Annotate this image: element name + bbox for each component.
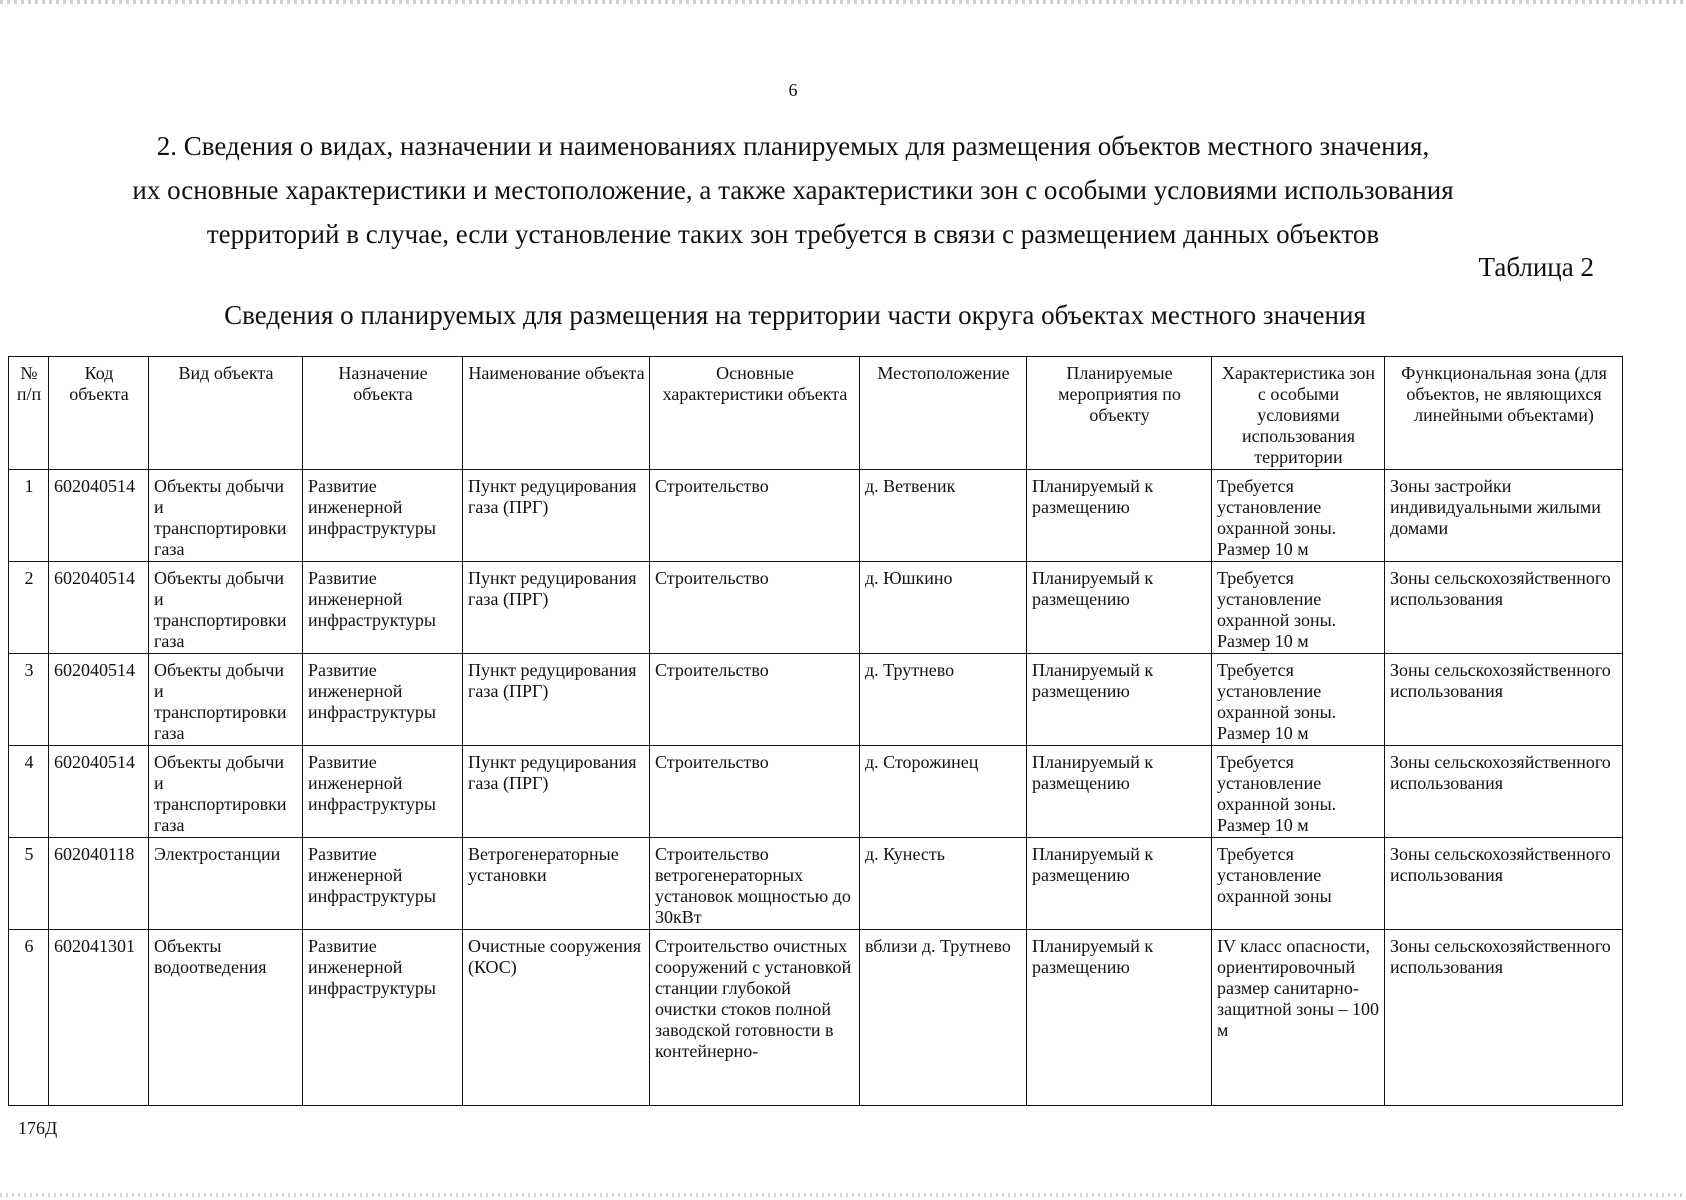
cell-measures: Планируемый к размещению: [1027, 562, 1212, 654]
header-cell-purpose: Назначение объекта: [303, 357, 463, 470]
table-row: [9, 470, 1623, 562]
cell-type: Объекты добычи и транспортировки газа: [149, 562, 303, 654]
cell-characteristics: Строительство очистных сооружений с установкой станции глубокой очистки стоков полной заводской готовности в контейнерно-: [650, 930, 860, 1106]
header-cell-number: № п/п: [9, 357, 49, 470]
cell-name: Пункт редуцирования газа (ПРГ): [463, 746, 650, 838]
cell-purpose: Развитие инженерной инфраструктуры: [303, 746, 463, 838]
cell-functional-zone: Зоны сельскохозяйственного использования: [1385, 838, 1623, 930]
cell-location: д. Юшкино: [860, 562, 1027, 654]
footer-code: 176Д: [18, 1118, 58, 1138]
header-cell-measures: Планируемые мероприятия по объекту: [1027, 357, 1212, 470]
table-header-row: [9, 357, 1623, 470]
cell-functional-zone: Зоны сельскохозяйственного использования: [1385, 930, 1623, 1106]
cell-special-zones: Требуется установление охранной зоны. Размер 10 м: [1212, 562, 1385, 654]
cell-measures: Планируемый к размещению: [1027, 470, 1212, 562]
table-title: Сведения о планируемых для размещения на территории части округа объектах местного значения: [224, 300, 1366, 330]
cell-number: 6: [9, 930, 49, 1106]
header-cell-code: Код объекта: [49, 357, 149, 470]
cell-name: Очистные сооружения (КОС): [463, 930, 650, 1106]
cell-measures: Планируемый к размещению: [1027, 654, 1212, 746]
table-row: [9, 654, 1623, 746]
cell-name: Ветрогенераторные установки: [463, 838, 650, 930]
cell-code: 602040514: [49, 654, 149, 746]
scan-edge-bottom: [0, 1193, 1686, 1197]
cell-functional-zone: Зоны сельскохозяйственного использования: [1385, 746, 1623, 838]
cell-type: Объекты добычи и транспортировки газа: [149, 746, 303, 838]
cell-code: 602040514: [49, 746, 149, 838]
cell-characteristics: Строительство: [650, 654, 860, 746]
header-cell-name: Наименование объекта: [463, 357, 650, 470]
cell-number: 3: [9, 654, 49, 746]
cell-code: 602040514: [49, 470, 149, 562]
cell-number: 2: [9, 562, 49, 654]
cell-purpose: Развитие инженерной инфраструктуры: [303, 654, 463, 746]
section-heading: [20, 124, 1566, 256]
cell-measures: Планируемый к размещению: [1027, 838, 1212, 930]
cell-location: д. Ветвеник: [860, 470, 1027, 562]
table-row: [9, 746, 1623, 838]
section-heading-line: их основные характеристики и местоположение, а также характеристики зон с особыми условиями использования: [132, 175, 1454, 205]
cell-location: вблизи д. Трутнево: [860, 930, 1027, 1106]
cell-number: 4: [9, 746, 49, 838]
cell-name: Пункт редуцирования газа (ПРГ): [463, 562, 650, 654]
table-row: [9, 930, 1623, 1106]
page-number: 6: [788, 80, 798, 100]
cell-code: 602040514: [49, 562, 149, 654]
cell-characteristics: Строительство: [650, 746, 860, 838]
cell-special-zones: Требуется установление охранной зоны. Размер 10 м: [1212, 746, 1385, 838]
cell-number: 5: [9, 838, 49, 930]
header-cell-type: Вид объекта: [149, 357, 303, 470]
header-cell-location: Местоположение: [860, 357, 1027, 470]
cell-location: д. Кунесть: [860, 838, 1027, 930]
cell-special-zones: Требуется установление охранной зоны: [1212, 838, 1385, 930]
cell-measures: Планируемый к размещению: [1027, 746, 1212, 838]
cell-number: 1: [9, 470, 49, 562]
cell-special-zones: Требуется установление охранной зоны. Размер 10 м: [1212, 654, 1385, 746]
cell-special-zones: Требуется установление охранной зоны. Размер 10 м: [1212, 470, 1385, 562]
cell-name: Пункт редуцирования газа (ПРГ): [463, 470, 650, 562]
section-heading-line: 2. Сведения о видах, назначении и наименованиях планируемых для размещения объектов местного значения,: [156, 131, 1430, 161]
table-row: [9, 562, 1623, 654]
cell-type: Электростанции: [149, 838, 303, 930]
section-heading-line: территорий в случае, если установление таких зон требуется в связи с размещением данных объектов: [206, 219, 1380, 249]
cell-purpose: Развитие инженерной инфраструктуры: [303, 562, 463, 654]
cell-characteristics: Строительство ветрогенераторных установок мощностью до 30кВт: [650, 838, 860, 930]
cell-functional-zone: Зоны сельскохозяйственного использования: [1385, 654, 1623, 746]
cell-type: Объекты добычи и транспортировки газа: [149, 654, 303, 746]
scan-edge-top: [0, 0, 1686, 4]
cell-purpose: Развитие инженерной инфраструктуры: [303, 930, 463, 1106]
cell-name: Пункт редуцирования газа (ПРГ): [463, 654, 650, 746]
cell-location: д. Трутнево: [860, 654, 1027, 746]
cell-location: д. Сторожинец: [860, 746, 1027, 838]
header-cell-special-zones: Характеристика зон с особыми условиями использования территории: [1212, 357, 1385, 470]
cell-code: 602040118: [49, 838, 149, 930]
cell-type: Объекты водоотведения: [149, 930, 303, 1106]
table-row: [9, 838, 1623, 930]
cell-characteristics: Строительство: [650, 470, 860, 562]
cell-purpose: Развитие инженерной инфраструктуры: [303, 470, 463, 562]
table-label: Таблица 2: [1478, 252, 1594, 282]
cell-type: Объекты добычи и транспортировки газа: [149, 470, 303, 562]
cell-functional-zone: Зоны застройки индивидуальными жилыми домами: [1385, 470, 1623, 562]
cell-functional-zone: Зоны сельскохозяйственного использования: [1385, 562, 1623, 654]
cell-measures: Планируемый к размещению: [1027, 930, 1212, 1106]
cell-code: 602041301: [49, 930, 149, 1106]
objects-table: [8, 356, 1623, 1106]
cell-characteristics: Строительство: [650, 562, 860, 654]
header-cell-functional-zone: Функциональная зона (для объектов, не являющихся линейными объектами): [1385, 357, 1623, 470]
header-cell-characteristics: Основные характеристики объекта: [650, 357, 860, 470]
cell-special-zones: IV класс опасности, ориентировочный размер санитарно-защитной зоны – 100 м: [1212, 930, 1385, 1106]
cell-purpose: Развитие инженерной инфраструктуры: [303, 838, 463, 930]
